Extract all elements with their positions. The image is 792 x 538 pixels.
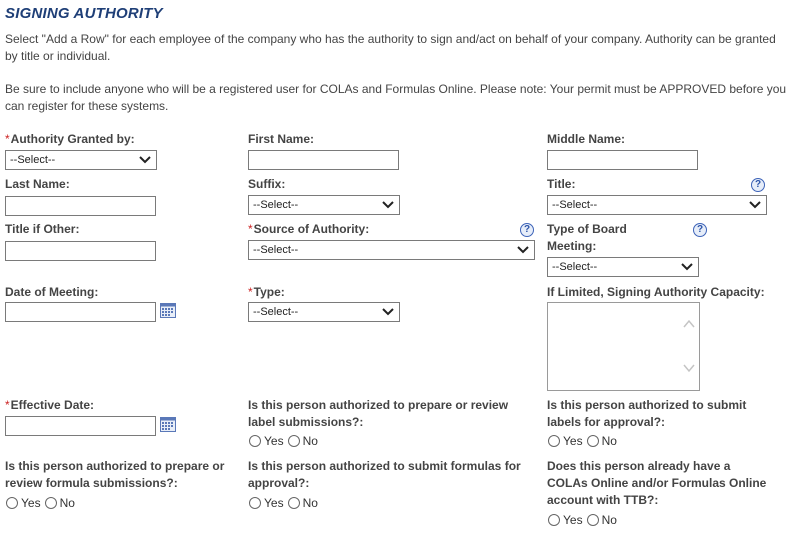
authority-granted-by-select[interactable]: --Select--: [5, 150, 157, 170]
middle-name-input[interactable]: [547, 150, 698, 170]
middle-name-label: Middle Name:: [547, 132, 626, 146]
required-marker: *: [5, 398, 10, 412]
scroll-up-icon[interactable]: [683, 319, 695, 329]
chevron-down-icon: [516, 243, 530, 257]
help-circle-icon[interactable]: ?: [693, 223, 707, 237]
radio-no[interactable]: No: [45, 495, 75, 511]
radio-yes[interactable]: Yes: [249, 433, 284, 449]
board-meeting-type-select[interactable]: --Select--: [547, 257, 699, 277]
section-title: SIGNING AUTHORITY: [5, 5, 163, 22]
scroll-down-icon[interactable]: [683, 363, 695, 373]
type-select[interactable]: --Select--: [248, 302, 400, 322]
title-other-input[interactable]: [5, 241, 156, 261]
required-marker: *: [248, 222, 253, 236]
help-circle-icon[interactable]: ?: [751, 178, 765, 192]
radio-no[interactable]: No: [288, 495, 318, 511]
source-of-authority-label: *Source of Authority:: [248, 222, 370, 236]
source-of-authority-select[interactable]: --Select--: [248, 240, 535, 260]
chevron-down-icon: [381, 305, 395, 319]
radio-no[interactable]: No: [587, 433, 617, 449]
formula-submit-question: Is this person authorized to submit formulas for approval?:: [248, 459, 521, 490]
radio-circle[interactable]: [587, 514, 599, 526]
radio-circle[interactable]: [249, 435, 261, 447]
label-submit-radio-group: [548, 433, 621, 449]
label-review-question: Is this person authorized to prepare or review label submissions?:: [248, 398, 509, 429]
radio-circle[interactable]: [548, 514, 560, 526]
radio-yes[interactable]: Yes: [249, 495, 284, 511]
formula-review-radio-group: [6, 495, 79, 511]
last-name-input[interactable]: [5, 196, 156, 216]
chevron-down-icon: [138, 153, 152, 167]
radio-yes[interactable]: Yes: [548, 512, 583, 528]
radio-no[interactable]: No: [288, 433, 318, 449]
required-marker: *: [5, 132, 10, 146]
calendar-icon[interactable]: [160, 303, 176, 318]
suffix-select[interactable]: --Select--: [248, 195, 400, 215]
existing-account-radio-group: [548, 512, 621, 528]
type-label: *Type:: [248, 285, 285, 299]
suffix-label: Suffix:: [248, 177, 286, 191]
label-submit-question: Is this person authorized to submit labels for approval?:: [547, 398, 747, 429]
radio-circle[interactable]: [45, 497, 57, 509]
chevron-down-icon: [748, 198, 762, 212]
limited-capacity-label: If Limited, Signing Authority Capacity:: [547, 285, 765, 299]
calendar-icon[interactable]: [160, 417, 176, 432]
radio-circle[interactable]: [6, 497, 18, 509]
board-meeting-type-label: Type of Board Meeting:: [547, 222, 627, 253]
date-of-meeting-input[interactable]: [5, 302, 156, 322]
intro-text-1: Select "Add a Row" for each employee of the company who has the authority to sign and/act on behalf of your company. Authority can be granted by title or individual.: [5, 32, 776, 63]
formula-submit-radio-group: [249, 495, 322, 511]
radio-no[interactable]: No: [587, 512, 617, 528]
radio-circle[interactable]: [587, 435, 599, 447]
title-other-label: Title if Other:: [5, 222, 80, 236]
last-name-label: Last Name:: [5, 177, 70, 191]
date-of-meeting-label: Date of Meeting:: [5, 285, 99, 299]
required-marker: *: [248, 285, 253, 299]
formula-review-question: Is this person authorized to prepare or review formula submissions?:: [5, 459, 225, 490]
title-select[interactable]: --Select--: [547, 195, 767, 215]
effective-date-label: *Effective Date:: [5, 398, 95, 412]
first-name-input[interactable]: [248, 150, 399, 170]
chevron-down-icon: [680, 260, 694, 274]
help-circle-icon[interactable]: ?: [520, 223, 534, 237]
radio-circle[interactable]: [288, 435, 300, 447]
first-name-label: First Name:: [248, 132, 315, 146]
authority-granted-by-label: *Authority Granted by:: [5, 132, 135, 146]
radio-circle[interactable]: [548, 435, 560, 447]
radio-yes[interactable]: Yes: [6, 495, 41, 511]
radio-circle[interactable]: [249, 497, 261, 509]
label-review-radio-group: [249, 433, 322, 449]
existing-account-question: Does this person already have a COLAs Online and/or Formulas Online account with TTB?:: [547, 459, 767, 507]
radio-yes[interactable]: Yes: [548, 433, 583, 449]
chevron-down-icon: [381, 198, 395, 212]
title-label: Title:: [547, 177, 576, 191]
intro-text-2: Be sure to include anyone who will be a registered user for COLAs and Formulas Online. Please note: Your permit must be APPROVED before you can register for these systems.: [5, 82, 787, 113]
limited-capacity-textarea[interactable]: [547, 302, 700, 391]
radio-circle[interactable]: [288, 497, 300, 509]
effective-date-input[interactable]: [5, 416, 156, 436]
